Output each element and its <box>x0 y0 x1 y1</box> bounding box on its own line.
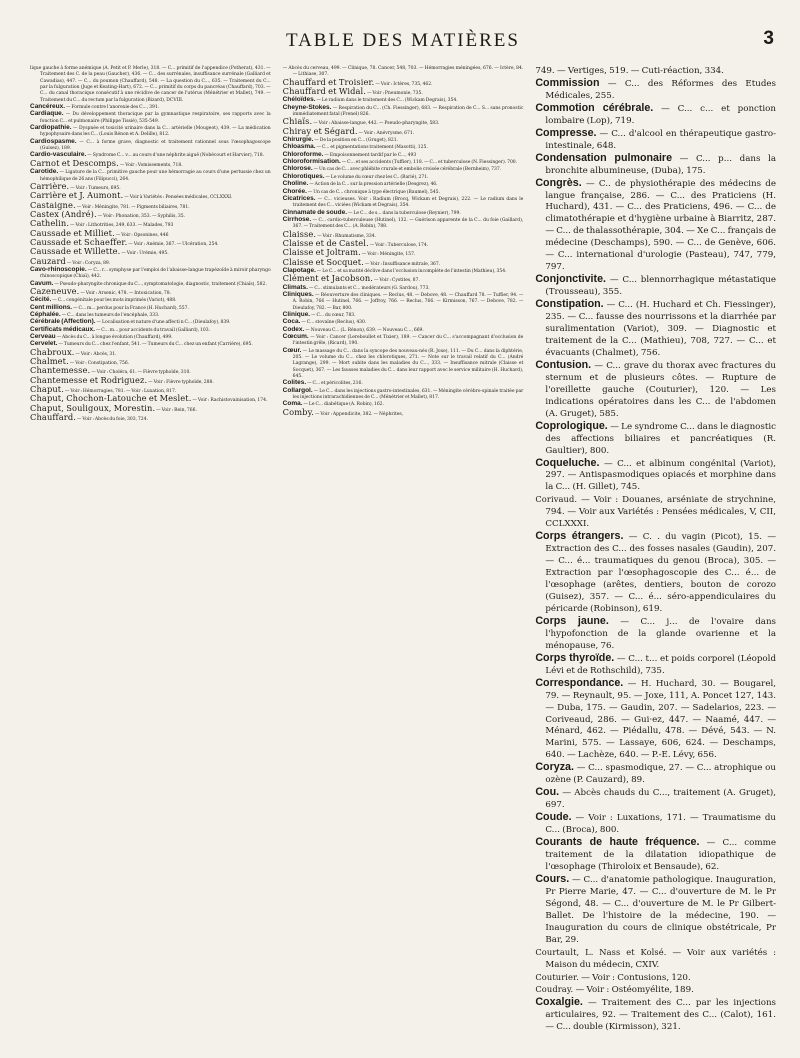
entry-text: — C... d'anatomie pathologique. Inauguration, Pr Pierre Marie, 47. — C... d'ouverture de M. le Pr Ségond, 48. — C... d'ouverture de M. le Pr Gilbert-Ballet. De l'histoire de la médecine, 190. — Inauguration du cours de clinique obstétricale, Pr Bar, 29. <box>545 874 777 945</box>
entry-term: Cœcum. <box>282 333 309 341</box>
entry-author: Chalmet. <box>30 356 69 367</box>
entry-text: — C... stovaïne (Reclus), 430. <box>300 320 367 326</box>
entry-text: — Voir : Insuffisance mitrale, 367. <box>363 261 441 267</box>
entry-author: Claisse et Joltram. <box>282 247 361 258</box>
entry-text: — Réouverture des cliniques. — Reclus, 48. — Debove, 48. — Chauffard 78. — Tuffier, 94. — A. Robin, 766 — Hutinel, 766. — Joffroy, 766. — Reclus, 766. — Kirmisson, 767. — Debove, 782. — Dieulafoy, 782. — Bar, 800. <box>292 292 524 311</box>
index-entry <box>283 196 524 210</box>
index-entry <box>535 762 776 787</box>
entry-term: Codex. <box>282 325 305 333</box>
entry-term: Cardio-vasculaire. <box>30 151 87 159</box>
entry-term: Corps jaune. <box>535 614 609 627</box>
entry-term: Chéloïdes. <box>282 96 316 104</box>
entry-term: Constipation. <box>535 298 604 311</box>
entry-text: — Voir : Rachistovainisation, 174. <box>191 398 268 404</box>
entry-text: — Voir : Appendicite, 382. — Néphrites, <box>314 411 404 417</box>
entry-text: — Voir : Cancer (Lereboullet et Tixier), 189. — Cancer du C... s'accompagnant d'occlusion de l'intestin grêle, (Ricard), 190. <box>292 335 524 347</box>
entry-author: Chauffard et Widal. <box>282 86 367 97</box>
index-entry <box>535 531 776 616</box>
entry-text: — Abcès du cerveau, 499. — Clinique, 78. Cancer, 548, 703. — Hémorragies méningées, 676. — Ictère, 84. — Lithiase, 307. <box>282 66 524 78</box>
entry-term: Coprologique. <box>535 419 608 432</box>
index-entry <box>535 972 776 985</box>
entry-text: — C... j... de l'ovaire dans l'hypofonction de la glande ovarienne et la ménopause, 76. <box>545 616 777 651</box>
entry-author: Chiaïs. <box>282 116 313 127</box>
entry-term: Chlorotiques. <box>282 172 325 180</box>
entry-text: — C... c... et ponction lombaire (Lop), 719. <box>545 103 777 126</box>
entry-author: Corivaud. <box>535 494 578 505</box>
page-number: 3 <box>763 28 774 49</box>
entry-text: — Pseudo-pharyngite chronique du C..., symptomatologie, diagnostic, traitement (Chiaïs), 582. <box>53 281 267 287</box>
index-columns <box>30 66 776 1034</box>
entry-term: Choline. <box>282 180 309 188</box>
index-entry <box>535 421 776 458</box>
entry-text: 749. — Vertiges, 519. — Cuti-réaction, 334. <box>535 66 724 76</box>
column-middle <box>283 66 524 1034</box>
entry-author: Chaput, Souligoux, Morestin. <box>30 402 156 413</box>
index-entry <box>283 137 524 144</box>
entry-author: Claisse et de Castel. <box>282 237 369 248</box>
entry-text: — Voir : Constipation, 756. <box>68 361 130 367</box>
entry-term: Coma. <box>282 400 303 408</box>
entry-term: Cinnamate de soude. <box>282 208 348 216</box>
entry-text: — C... et ses accidents (Tuffier), 118. — C... et tuberculose (N. Fiessinger). 700. <box>340 160 518 166</box>
entry-term: Chirurgie. <box>282 136 314 144</box>
entry-text: — Voir : Méningite, 781. — Pigments biliaires, 781. <box>75 204 190 210</box>
entry-term: Carotide. <box>30 168 59 176</box>
entry-text: — H. Huchard, 30. — Bougarel, 79. — Reynault, 95. — Joxe, 111, A. Poncet 127, 143. — Duba, 175. — Gaudin, 207. — Sadelarios, 223. — Coriveaud, 286. — Gui·ez, 447. — Naamé, 447. — Ménard, 462. — Piédallu, 478. — Dévé, 543. — N. Marini, 575. — Lassaye, 606, 624. — Deschamps, 640. — Lachèze, 640. — P.-E. Lévy, 656. <box>545 678 777 761</box>
entry-term: Cliniques. <box>282 290 314 298</box>
entry-term: Coude. <box>535 811 572 824</box>
index-entry <box>282 256 524 268</box>
entry-text: — Abcès chauds du C..., traitement (A. Gruget), 697. <box>545 788 777 811</box>
entry-text: — Voir : Rein, 766. <box>155 407 197 413</box>
index-entry <box>30 157 271 169</box>
entry-text: — C... et pigmentations traitement (Masotti), 125. <box>315 145 428 151</box>
entry-text: — Voir : Opsonines, 446 <box>114 232 169 238</box>
entry-author: Carnot et Descomps. <box>30 157 119 168</box>
index-entry <box>30 414 271 423</box>
entry-author: Chantemesse et Rodriguez. <box>30 374 148 385</box>
entry-text: — Voir : Abcès du foie, 303, 724. <box>76 417 148 423</box>
entry-term: Compresse. <box>535 126 597 139</box>
entry-text: — C. . du vagin (Picot), 15. — Extraction des C... des fosses nasales (Gaudin), 207. — C... é... traumatiques du genou (Broca), 305. — Extraction par l'œsophagoscopie des C... é... de l'œsophage (arêtes, dentiers, bouton de corozo (Guisez), 357. — C... é... séro-appendiculaires du péricarde (Robinson), 619. <box>545 532 777 614</box>
entry-term: Cardiospasme. <box>30 137 77 145</box>
entry-term: Cancéreux. <box>30 103 66 111</box>
entry-text: — Syndrome C... v... au cours d'une néphrite aiguë (Nobécourt et Harvier), 718. <box>86 153 264 159</box>
entry-text: — Voir : Tumeurs, 695. <box>69 185 121 191</box>
entry-author: Carrière et J. Aumont. <box>30 190 124 201</box>
entry-text: — Voir : Urémie, 495. <box>120 251 169 257</box>
entry-text: — C... blennorrhagique métastatique (Trousseau), 355. <box>545 275 777 298</box>
entry-term: Cardiaque. <box>30 110 64 118</box>
entry-text: — Voir : Luxations, 171. — Traumatisme du C... (Broca), 800. <box>545 813 777 836</box>
entry-text: — C... t... et poids corporel (Léopold Lévi et de Rothschild), 735. <box>545 653 777 676</box>
entry-term: Clinique. <box>282 311 311 318</box>
entry-term: Chloroforme. <box>282 150 324 158</box>
index-entry <box>535 947 776 972</box>
index-entry <box>535 274 776 299</box>
entry-term: Chloasma. <box>282 143 316 151</box>
entry-term: Cavum. <box>30 279 54 287</box>
entry-text: — Empoisonnement tardif par le C..., 493 <box>323 152 417 158</box>
entry-author: Cauzard <box>30 255 66 266</box>
entry-text: — Abcès du C... à longue évolution (Chauffard), 499. <box>55 335 173 341</box>
entry-text: — C... spasmodique, 27. — C... atrophique ou ozène (P. Cauzard), 89. <box>545 763 777 786</box>
entry-text: — Le C... dans les injections gastro-intestinales, 631. — Méningite cérébro-spinale traitée par les injections intrarachidiennes de C... (Ménétrier et Mallet), 817. <box>292 388 524 401</box>
entry-term: Contusion. <box>535 358 592 371</box>
entry-text: — Voir : Coryza, 89. <box>65 260 111 266</box>
entry-author: Chaput. <box>30 384 64 395</box>
entry-term: Cours. <box>535 872 570 885</box>
index-entry <box>283 401 524 408</box>
entry-text: — Nouveau C... (L. Rénon), 639. — Nouveau C..., 669. <box>304 327 424 333</box>
entry-text: — C... à forme grave, diagnostic et traitement rationnel sous l'œsophagoscope (Guisez), 189. <box>40 139 271 152</box>
entry-author: Castex (André). <box>30 208 97 219</box>
entry-text: — C... d'alcool en thérapeutique gastro-intestinale, 648. <box>545 128 777 151</box>
index-entry <box>30 285 271 297</box>
entry-text: — Voir : Tuberculose, 174. <box>368 242 429 248</box>
entry-text: — Voir aux variétés : Maison du médecin, CXIV. <box>545 947 777 970</box>
index-entry <box>30 334 271 341</box>
entry-text: — C... r... symphyse par l'emploi de l'abaisse-langue trapézoïde à miroir pharyngo rhinoscopique (Chiaï), 442. <box>40 267 271 280</box>
entry-author: Chiray et Ségard. <box>282 125 358 136</box>
index-entry <box>30 66 271 104</box>
index-entry <box>283 334 524 348</box>
entry-text: lique gauche à forme anémique (A. Petit et P. Merle), 318. — C... primitif de l'appendice (Potherat), 431. — Traitement des C. de la peau (Gaucher), 436. — C... des surrénales, insuffisance surrénale (Galliard et Cawadias), 447. — C... du poumon (Chauffard), 548. — La question du C..., 635. — Traitement du C... par la fulguration (Juge et Keating-Hart), 672. — C... primitif du corps du pancréas (Chauffard), 703. — C... du canal thoracique consécutif à une récidive de cancer de l'utérus (Ménétrier et Mallet), 749. — Traitement du C... du rectum par la fulguration (Bizard), DCVIII. <box>30 66 271 103</box>
entry-author: Caussade et Schaeffer. <box>30 236 128 247</box>
entry-text: — C... dans les tumeurs de l'encéphale, 333. <box>60 313 160 318</box>
entry-text: — Voir : Douanes, arséniate de strychnine, 794. — Voir aux Variétés : Pensées médicales, V, CII, CCLXXXI. <box>545 495 777 530</box>
entry-text: — C... et péricolites, 216. <box>306 381 363 387</box>
entry-term: Cou. <box>535 786 560 799</box>
entry-term: Cirrhose. <box>282 215 312 223</box>
entry-term: Condensation pulmonaire <box>535 151 673 164</box>
index-entry <box>30 248 271 257</box>
entry-term: Coryza. <box>535 761 574 774</box>
entry-text: — Le volume du cœur chez les C.. (Barié), 271. <box>324 174 429 180</box>
index-entry <box>535 787 776 812</box>
entry-text: — C... comme traitement de la dilatation idiopathique de l'œsophage (Thiroloix et Bensaude), 62. <box>545 838 777 872</box>
entry-text: — C... et albinum congénital (Variot), 297. — Antispasmodiques opiacés et morphine dans la C... (H. Gillet), 745. <box>545 458 777 493</box>
entry-text: — Ligature de la C... primitive gauche pour une hémorragie au cours d'une pertussie chez un hémophilique de 26 ans (Filipucci), 264. <box>40 170 271 182</box>
entry-text: — Le syndrome C... dans le diagnostic des affections biliaires et pancréatiques (R. Gaultier), 800. <box>545 421 777 456</box>
index-entry <box>535 494 776 531</box>
page-title: TABLE DES MATIÈRES <box>286 30 520 51</box>
index-entry <box>30 267 271 281</box>
index-entry <box>535 78 776 103</box>
entry-text: — Localisation et nature d'une affecti n C... (Dieulafoy), 839. <box>95 320 231 326</box>
entry-author: Chantemesse. <box>30 365 91 376</box>
index-entry <box>283 181 524 188</box>
index-entry <box>283 217 524 231</box>
entry-text: — Un cas de C... avec phlébite crurale et embolie croisée cérébrale (Bernheim), 737. <box>312 167 502 173</box>
index-entry <box>535 812 776 837</box>
index-entry <box>535 997 776 1034</box>
index-entry <box>535 678 776 763</box>
index-entry <box>283 105 524 119</box>
entry-term: Céphalée. <box>30 311 61 318</box>
entry-term: Courants de haute fréquence. <box>535 836 700 849</box>
index-entry <box>282 406 524 418</box>
index-entry <box>283 348 524 381</box>
entry-term: Cœur. <box>282 346 302 354</box>
entry-term: Chloroformisation. <box>282 158 341 166</box>
entry-text: — C... m... pour accidents du travail (Galliard), 103. <box>94 327 211 333</box>
entry-author: Claisse. <box>282 228 317 239</box>
entry-text: — Voir : Vomissements, 718. <box>118 162 183 168</box>
entry-text: — Voir : Choléra, 61. — Fièvre typhoïde, 310. <box>90 370 191 376</box>
index-entry <box>535 178 776 275</box>
index-entry <box>30 327 271 334</box>
entry-text: — Du développement thoracique par la gymnastique respiratoire, ses rapports avec la fonction C... et pulmonaire (Philippe Tissié), 535-549. <box>40 112 271 124</box>
entry-author: Chauffard et Troisier. <box>282 76 375 87</box>
entry-term: Cécité. <box>30 296 52 304</box>
entry-term: Cavo-rhinoscopie. <box>30 265 87 273</box>
entry-text: — Traitement des C... par les injections articulaires, 92. — Traitement des C... (Calot), 161. — C... double (Kirmisson), 321. <box>545 998 777 1033</box>
index-entry <box>283 319 524 326</box>
entry-term: Climats. <box>282 283 308 291</box>
index-entry <box>30 125 271 139</box>
entry-term: Cervelet. <box>30 340 58 348</box>
entry-text: — Voir : Anémie, 367. — Ulcération, 254. <box>127 241 219 247</box>
entry-text: — Voir : Abaisse-langue, 442. — Pseudo-pharyngite, 583. <box>312 121 440 127</box>
index-entry <box>535 837 776 874</box>
index-entry <box>535 616 776 653</box>
entry-term: Chorée. <box>282 187 307 195</box>
index-entry <box>283 380 524 387</box>
entry-author: Cazeneuve. <box>30 285 80 296</box>
index-entry <box>535 458 776 495</box>
entry-text: — Voir : Pneumonie, 735. <box>366 91 423 97</box>
index-entry <box>283 159 524 166</box>
index-entry <box>283 210 524 217</box>
entry-text: — C... cardio-tuberculeuse (Hutinel), 132. — Guérison apparente de la C... du foie (Gaillard), 367. — Traitement des C... (A. Robin), 788. <box>292 217 524 230</box>
index-entry <box>283 275 524 284</box>
index-entry <box>283 174 524 181</box>
entry-author: Couturier. <box>535 971 579 982</box>
entry-text: — Voir : Anévrysme, 671. <box>357 130 415 136</box>
entry-text: — C... (H. Huchard et Ch. Fiessinger), 235. — C... fausse des nourrissons et la diarrhée par suralimentation (Variot), 309. — Diagnostic et traitement de la C... (Mathieu), 708, 727. — C... et évacuants (Chalmet), 756. <box>545 300 777 358</box>
entry-text: — C... des Réformes des Etudes Médicales, 255. <box>545 78 777 101</box>
entry-term: Coxalgie. <box>535 996 583 1009</box>
index-entry <box>30 374 271 386</box>
index-entry <box>283 88 524 97</box>
entry-term: Cardiopathie. <box>30 124 72 132</box>
index-entry <box>30 139 271 153</box>
entry-text: — C... stimulants et C... modérateurs (G. Sardou), 773. <box>307 285 430 291</box>
entry-text: — Le C... de s... dans la tuberculose (Reynier), 799. <box>347 210 461 216</box>
index-entry <box>283 327 524 334</box>
entry-term: Coca. <box>282 318 301 326</box>
entry-term: Cérébrale (Affection). <box>30 318 96 326</box>
entry-text: — Dyspnée et toxicité urinaire dans la C... artérielle (Mougeot), 439. — La médication hypophysaire dans les C... (Louis Rénon et A. Delille), 812. <box>40 126 271 138</box>
entry-text: — Respiration du C... (Ch. Fiessinger), 683. — Respiration de C... S... sans pronostic immédiatement fatal (Frenel) 826. <box>292 105 524 118</box>
entry-text: — C... congénitale pour les mots imprimés (Variot), 488. <box>51 298 177 304</box>
entry-text: — Formule contre l'anorexie des C..., 391. <box>65 105 160 111</box>
entry-author: Castaigne. <box>30 199 76 210</box>
entry-term: Cent millions. <box>30 303 73 311</box>
entry-text: — Le C... et sa matité déclive dans l'occlusion incomplète de l'intestin (Mathieu), 354. <box>315 268 507 274</box>
entry-term: Cerveau <box>30 333 56 341</box>
entry-text: — Un cas de C... chronique à type électrique (Baumel), 545. <box>306 189 440 195</box>
index-entry <box>535 103 776 128</box>
entry-term: Correspondance. <box>535 676 624 689</box>
entry-term: Chlorose. <box>282 165 313 173</box>
entry-text: — C... p... dans la bronchite albumineuse, (Duba), 175. <box>545 153 777 176</box>
entry-author: Chauffard. <box>30 412 76 423</box>
entry-term: Corps étrangers. <box>535 530 624 543</box>
entry-term: Conjonctivite. <box>535 273 607 286</box>
entry-author: Comby. <box>282 406 315 417</box>
index-entry <box>283 388 524 402</box>
entry-author: Clément et Jacobson. <box>282 273 374 284</box>
entry-text: — Voir : Abcès, 31. <box>74 351 117 357</box>
entry-text: — Voir : Lithotrities, 249, 633. — Malades, 793 <box>69 223 174 229</box>
entry-text: — C... m... perdus pour la France (H. Huchard), 557. <box>72 305 189 311</box>
entry-text: — Voir : Contusions, 120. <box>578 972 691 983</box>
entry-text: — Voir : Méningite, 157. <box>360 252 416 258</box>
entry-author: Chaput, Chochon-Latouche et Meslet. <box>30 393 192 404</box>
entry-author: Cathelin. <box>30 218 70 229</box>
index-entry <box>535 874 776 947</box>
index-entry <box>283 292 524 312</box>
entry-author: Carrière. <box>30 180 70 191</box>
index-entry <box>30 111 271 125</box>
entry-term: Clapotage. <box>282 266 316 274</box>
entry-text: — Le massage du C... dans la syncope des nouveau-nés (R. Joxe), 111. — Du C... dans la diphtérie, 205. — Le volume du C... chez les chlorotiques, 271. — Note sur le travail relatif du C... (André Lagrange), 299. — Mort subite dans les maladies du C..., 333. — Insuffisance mitrale (Claisse et Socquet), 367. — Les fausses maladies du C... dans leur rapport avec le service militaire (H. Huchard), 645. <box>292 348 524 380</box>
index-entry <box>535 653 776 678</box>
entry-author: Caussade et Willette. <box>30 246 121 257</box>
entry-text: — Voir : Rhumatisme, 334. <box>316 233 377 239</box>
entry-text: — C... vicieuses. Voir : Radium (Brocq, Wickam et Degrais), 222. — Le radium dans le traitement des C... viciées (Wickam et Degrais), 354. <box>292 196 524 209</box>
index-entry <box>283 285 524 292</box>
entry-text: — Le radium dans le traitement des C... (Wickam Degrais), 354. <box>315 98 458 104</box>
entry-author: Chabroux. <box>30 346 75 357</box>
entry-term: Certificats médicaux. <box>30 325 95 333</box>
column-right <box>535 66 776 1034</box>
entry-text: — Voir : Fièvre typhoïde, 288. <box>147 379 214 385</box>
index-entry <box>30 305 271 312</box>
entry-text: — Voir : Ostéomyélite, 189. <box>573 985 694 996</box>
entry-author: Courtault, L. Nass et Kolsé. <box>535 946 667 957</box>
entry-text: — Action de la C... sur la pression artérielle (Desgrez), 46. <box>308 182 438 188</box>
entry-text: — Tumeurs du C... chez l'enfant, 541. — Tumeurs du C... chez un enfant (Carrière), 695. <box>57 342 253 348</box>
entry-term: Cheyne-Stokes. <box>282 103 332 111</box>
entry-text: — C.. de physiothérapie des médecins de langue française, 286. — C... des Praticiens (H. Huchard), 431. — C... des Praticiens, 496. — C... de climatothérapie et d'hygiène urbaine à Biarritz, 287. — C... de thalassothérapie, 304. — Xe C... français de médecine (Deschamps), 590. — C... de Genève, 606. — C... international d'urologie (Pasteau), 747, 779, 797. <box>545 178 777 273</box>
entry-author: Caussade et Milliet. <box>30 227 115 238</box>
entry-text: — Voir à Variétés : Pensées médicales, CCLXXXI. <box>123 195 233 201</box>
entry-term: Cicatrices. <box>282 194 316 202</box>
entry-text: — C... du cœur, 783. <box>310 313 356 318</box>
index-entry <box>283 312 524 319</box>
entry-term: Colites. <box>282 379 307 387</box>
page-header <box>30 30 776 58</box>
entry-text: — Voir : Hémorragies, 781. — Voir : Luxation, 817. <box>63 389 177 395</box>
index-entry <box>30 104 271 111</box>
entry-text: — Voir : Phonation, 353. — Syphilis, 35. <box>96 213 185 219</box>
entry-term: Congrès. <box>535 176 582 189</box>
entry-text: — C... grave du thorax avec fractures du sternum et de plusieurs côtes. — Rupture de l'oreillette gauche (Couturier), 120. — Les indications opératoires dans les C... de l'abdomen (A. Gruget), 585. <box>545 360 777 419</box>
entry-author: Claisse et Socquet. <box>282 256 364 267</box>
index-entry <box>282 125 524 137</box>
entry-text: — Voir : Cystites, 87. <box>373 278 420 284</box>
entry-term: Commission <box>535 76 600 89</box>
index-entry <box>535 299 776 360</box>
entry-text: — Voir : Ictères, 735, 462. <box>374 81 433 87</box>
entry-author: Coudray. <box>535 984 574 995</box>
entry-text: — Voir : Arsenic, 478. — Intoxication, 78. <box>79 290 172 296</box>
index-entry <box>535 360 776 421</box>
index-entry <box>283 189 524 196</box>
entry-term: Collargol. <box>282 386 313 394</box>
entry-text: — De la position en C... (Gruget), 821. <box>313 138 398 144</box>
index-entry <box>535 153 776 178</box>
entry-term: Corps thyroïde. <box>535 651 615 664</box>
entry-term: Commotion cérébrale. <box>535 101 654 114</box>
entry-text: — Le C... diabétique (A. Robin), 162. <box>302 402 384 408</box>
index-entry <box>535 128 776 153</box>
column-left <box>30 66 271 1034</box>
entry-term: Coqueluche. <box>535 456 600 469</box>
